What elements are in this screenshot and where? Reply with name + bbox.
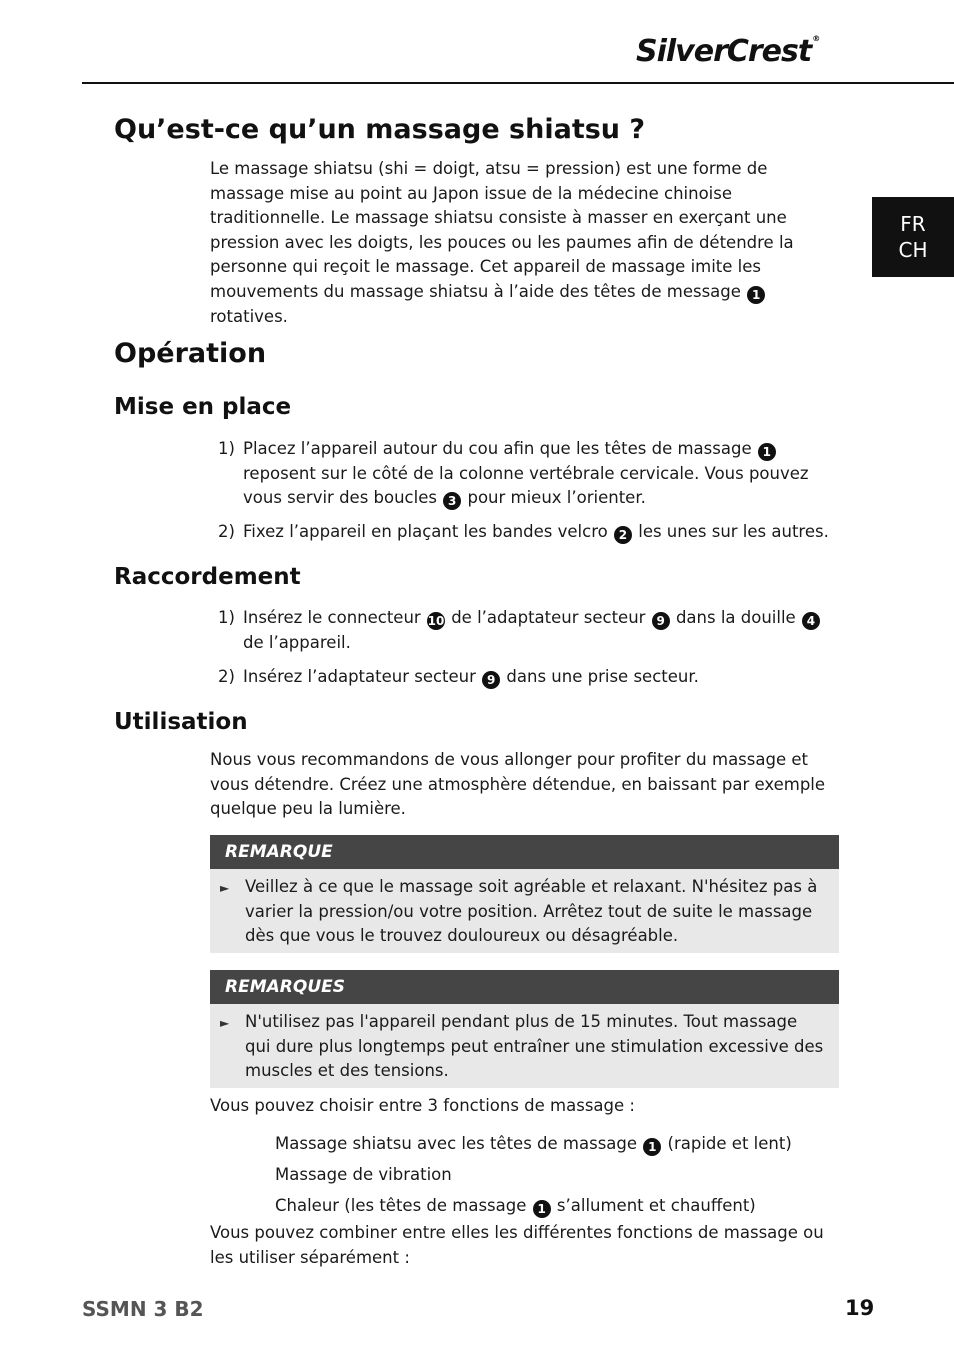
list-item: 1) Insérez le connecteur 10 de l’adaptateur secteur 9 dans la douille 4 de l’appareil. xyxy=(218,606,838,655)
ref-marker: 1 xyxy=(643,1138,661,1156)
language-ch: CH xyxy=(898,238,928,262)
raccordement-title: Raccordement xyxy=(114,564,301,590)
note-header: REMARQUE xyxy=(210,835,839,869)
operation-title: Opération xyxy=(114,338,267,369)
function-item: Chaleur (les têtes de massage 1 s’allument et chauffent) xyxy=(275,1196,756,1216)
utilisation-intro: Nous vous recommandons de vous allonger pour profiter du massage et vous détendre. Créez une atmosphère détendue, en baissant par exemple quelque peu la lumière. xyxy=(210,750,826,819)
function-item: Massage de vibration xyxy=(275,1165,452,1184)
utilisation-title: Utilisation xyxy=(114,709,248,735)
header-rule xyxy=(82,82,954,84)
brand-logo: SilverCrest® xyxy=(636,34,820,69)
function-item: Massage shiatsu avec les têtes de massage 1 (rapide et lent) xyxy=(275,1134,792,1154)
note-header: REMARQUES xyxy=(210,970,839,1004)
shiatsu-title: Qu’est-ce qu’un massage shiatsu ? xyxy=(114,114,646,145)
note-box xyxy=(210,835,839,953)
language-fr: FR xyxy=(900,212,926,236)
model-number: SSMN 3 B2 xyxy=(82,1297,204,1321)
ref-marker: 10 xyxy=(427,614,445,628)
arrow-icon: ► xyxy=(220,881,230,895)
shiatsu-text: Le massage shiatsu (shi = doigt, atsu = pression) est une forme de massage mise au point au Japon issue de la médecine chinoise traditionnelle. Le massage shiatsu consiste à masser en exerçant une pression avec les doigts, les pouces ou les paumes afin de détendre la personne qui reçoit le massage. Cet appareil de massage imite les mouvements du massage shiatsu à l’aide des têtes de message 1 rotatives. xyxy=(210,159,794,326)
ref-marker: 9 xyxy=(652,612,670,630)
choose-text: Vous pouvez choisir entre 3 fonctions de massage : xyxy=(210,1096,635,1115)
list-item: 1) Placez l’appareil autour du cou afin que les têtes de massage 1 reposent sur le côté de la colonne vertébrale cervicale. Vous pouvez vous servir des boucles 3 pour mieux l’orienter. xyxy=(218,439,809,509)
arrow-icon: ► xyxy=(220,1016,230,1030)
list-item: 2) Insérez l’adaptateur secteur 9 dans une prise secteur. xyxy=(218,667,699,687)
language-tab xyxy=(872,197,954,277)
note-text: Veillez à ce que le massage soit agréable et relaxant. N'hésitez pas à varier la pression/ou votre position. Arrêtez tout de suite le massage dès que vous le trouvez douloureux ou désagréable. xyxy=(245,877,818,946)
ref-marker: 1 xyxy=(758,443,776,461)
ref-marker: 4 xyxy=(802,612,820,630)
ref-marker: 9 xyxy=(482,671,500,689)
ref-marker: 3 xyxy=(443,492,461,510)
page-number: 19 xyxy=(845,1296,875,1320)
note-text: N'utilisez pas l'appareil pendant plus de 15 minutes. Tout massage qui dure plus longtemps peut entraîner une stimulation excessive des muscles et des tensions. xyxy=(245,1012,824,1081)
mise-en-place-title: Mise en place xyxy=(114,394,292,420)
list-item: 2) Fixez l’appareil en plaçant les bandes velcro 2 les unes sur les autres. xyxy=(218,522,829,542)
ref-marker: 2 xyxy=(614,526,632,544)
notes-box xyxy=(210,970,839,1088)
ref-marker: 1 xyxy=(533,1200,551,1218)
ref-marker: 1 xyxy=(747,286,765,304)
combine-text: Vous pouvez combiner entre elles les différentes fonctions de massage ou les utiliser séparément : xyxy=(210,1223,824,1267)
